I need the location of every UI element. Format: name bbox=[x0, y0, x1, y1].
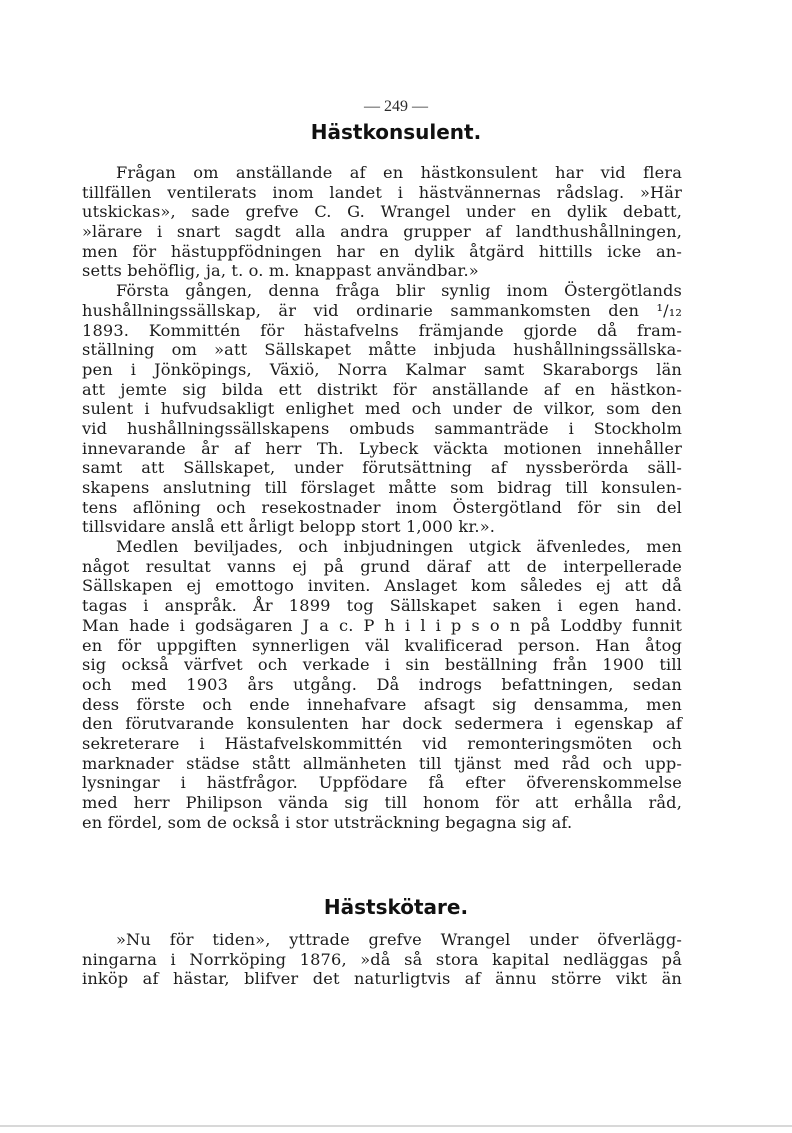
section-heading-hastkonsulent: Hästkonsulent. bbox=[310, 120, 482, 144]
text-line: tens aflöning och resekostnader inom Östergötland för sin del bbox=[82, 497, 682, 517]
section-body-hastkonsulent bbox=[82, 163, 682, 832]
text-line: men för hästuppfödningen har en dylik åtgärd hittills icke an- bbox=[82, 241, 682, 261]
text-line: »lärare i snart sagdt alla andra grupper af landthushållningen, bbox=[82, 222, 682, 242]
section-heading-hastskotare: Hästskötare. bbox=[323, 895, 469, 919]
text-line: Sällskapen ej emottogo inviten. Anslaget kom således ej att då bbox=[82, 576, 682, 596]
text-line: »Nu för tiden», yttrade grefve Wrangel under öfverlägg- bbox=[116, 930, 682, 949]
text-line: något resultat vanns ej på grund däraf att de interpellerade bbox=[82, 556, 682, 576]
text-line: ställning om »att Sällskapet måtte inbjuda hushållningssällska- bbox=[82, 340, 682, 360]
text-line: Medlen beviljades, och inbjudningen utgick äfvenledes, men bbox=[116, 537, 682, 557]
text-line: Man hade i godsägaren J a c. P h i l i p s o n på Loddby funnit bbox=[82, 615, 682, 635]
text-line: hushållningssällskap, är vid ordinarie sammankomsten den ¹/₁₂ bbox=[82, 300, 682, 320]
text-line: en för uppgiften synnerligen väl kvalificerad person. Han åtog bbox=[82, 635, 682, 655]
text-line: tillsvidare anslå ett årligt belopp stort 1,000 kr.». bbox=[82, 517, 496, 537]
text-line: pen i Jönköpings, Växiö, Norra Kalmar samt Skaraborgs län bbox=[82, 359, 682, 379]
text-line: Frågan om anställande af en hästkonsulent har vid flera bbox=[116, 163, 682, 182]
text-line: att jemte sig bilda ett distrikt för anställande af en hästkon- bbox=[82, 379, 682, 399]
text-line: med herr Philipson vända sig till honom för att erhålla råd, bbox=[82, 793, 682, 812]
text-line: vid hushållningssällskapens ombuds sammanträde i Stockholm bbox=[82, 418, 682, 438]
text-line: sig också värfvet och verkade i sin beställning från 1900 till bbox=[82, 655, 682, 675]
text-line: setts behöflig, ja, t. o. m. knappast användbar.» bbox=[82, 261, 479, 281]
text-line: sulent i hufvudsakligt enlighet med och under de vilkor, som den bbox=[82, 399, 682, 419]
text-line: tagas i anspråk. År 1899 tog Sällskapet saken i egen hand. bbox=[82, 596, 682, 616]
text-line: dess förste och ende innehafvare afsagt sig densamma, men bbox=[82, 694, 682, 714]
text-line: 1893. Kommittén för hästafvelns främjande gjorde då fram- bbox=[82, 320, 682, 340]
text-line: sekreterare i Hästafvelskommittén vid remonteringsmöten och bbox=[82, 733, 682, 753]
text-line: utskickas», sade grefve C. G. Wrangel under en dylik debatt, bbox=[82, 202, 682, 222]
text-line: den förutvarande konsulenten har dock sedermera i egenskap af bbox=[82, 714, 682, 734]
text-line: ningarna i Norrköping 1876, »då så stora kapital nedläggas på bbox=[82, 949, 682, 969]
text-line: skapens anslutning till förslaget måtte som bidrag till konsulen- bbox=[82, 478, 682, 497]
text-line: marknader städse stått allmänheten till tjänst med råd och upp- bbox=[82, 753, 682, 773]
page-number: — 249 — bbox=[364, 98, 428, 115]
text-line: en fördel, som de också i stor utsträckning begagna sig af. bbox=[82, 812, 573, 832]
text-line: lysningar i hästfrågor. Uppfödare få efter öfverenskommelse bbox=[82, 773, 682, 793]
text-line: och med 1903 års utgång. Då indrogs befattningen, sedan bbox=[82, 674, 682, 694]
text-line: innevarande år af herr Th. Lybeck väckta motionen innehåller bbox=[82, 438, 682, 458]
page-bottom-edge bbox=[0, 1125, 792, 1127]
section-body-hastskotare bbox=[82, 930, 682, 989]
text-line: Första gången, denna fråga blir synlig inom Östergötlands bbox=[116, 281, 682, 301]
text-line: inköp af hästar, blifver det naturligtvis af ännu större vikt än bbox=[82, 969, 682, 989]
text-line: tillfällen ventilerats inom landet i hästvännernas rådslag. »Här bbox=[82, 182, 682, 202]
text-line: samt att Sällskapet, under förutsättning af nyssberörda säll- bbox=[82, 458, 682, 478]
